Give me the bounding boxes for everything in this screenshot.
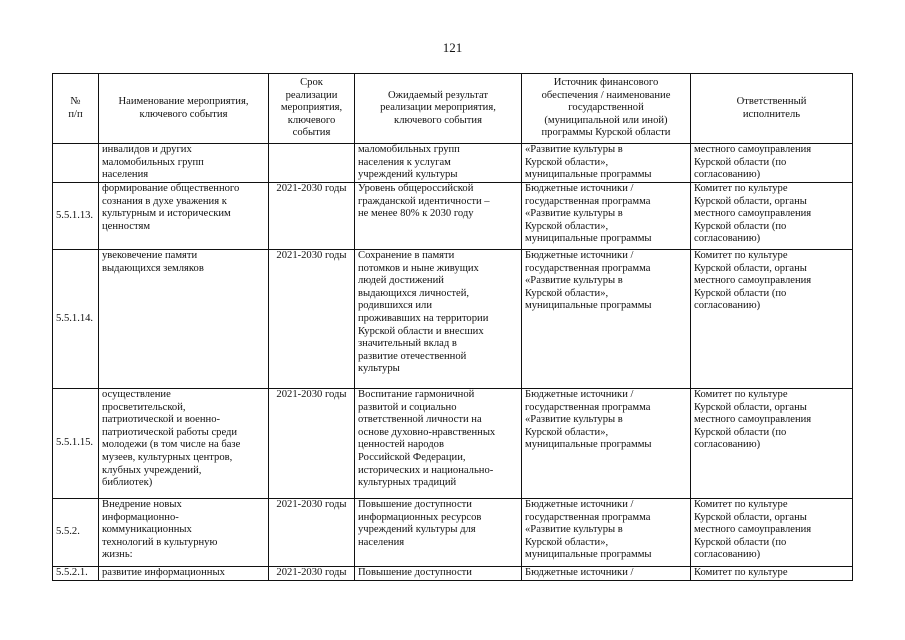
row-period: 2021-2030 годы <box>269 499 355 567</box>
row-name: инвалидов и других маломобильных групп населения <box>99 144 269 183</box>
header-executor: Ответственный исполнитель <box>691 74 853 144</box>
header-source: Источник финансового обеспечения / наименование государственной (муниципальной или иной) программы Курской области <box>522 74 691 144</box>
row-num: 5.5.1.14. <box>53 250 99 389</box>
row-period <box>269 144 355 183</box>
table-header-row <box>53 74 853 144</box>
row-result: Воспитание гармоничной развитой и социально ответственной личности на основе духовно-нравственных ценностей народов Российской Федерации, исторических и национально- культурных традиций <box>355 389 522 499</box>
row-num: 5.5.1.13. <box>53 183 99 250</box>
row-source: «Развитие культуры в Курской области», муниципальные программы <box>522 144 691 183</box>
row-source: Бюджетные источники / государственная программа «Развитие культуры в Курской области», муниципальные программы <box>522 250 691 389</box>
row-executor: местного самоуправления Курской области (по согласованию) <box>691 144 853 183</box>
row-executor: Комитет по культуре Курской области, органы местного самоуправления Курской области (по согласованию) <box>691 499 853 567</box>
row-result: Повышение доступности <box>355 567 522 581</box>
row-source: Бюджетные источники / государственная программа «Развитие культуры в Курской области», муниципальные программы <box>522 499 691 567</box>
row-name: развитие информационных <box>99 567 269 581</box>
row-num: 5.5.1.15. <box>53 389 99 499</box>
row-num <box>53 144 99 183</box>
header-period: Срок реализации мероприятия, ключевого события <box>269 74 355 144</box>
row-name: увековечение памяти выдающихся земляков <box>99 250 269 389</box>
row-name: Внедрение новых информационно- коммуникационных технологий в культурную жизнь: <box>99 499 269 567</box>
header-num: № п/п <box>53 74 99 144</box>
row-period: 2021-2030 годы <box>269 389 355 499</box>
table-row <box>53 567 853 581</box>
row-result: Уровень общероссийской гражданской идентичности – не менее 80% к 2030 году <box>355 183 522 250</box>
table-row <box>53 499 853 567</box>
row-result: Сохранение в памяти потомков и ныне живущих людей достижений выдающихся личностей, родившихся или проживавших на территории Курской области и внесших значительный вклад в развитие отечественной культуры <box>355 250 522 389</box>
row-executor: Комитет по культуре <box>691 567 853 581</box>
row-executor: Комитет по культуре Курской области, органы местного самоуправления Курской области (по согласованию) <box>691 389 853 499</box>
header-name: Наименование мероприятия, ключевого события <box>99 74 269 144</box>
row-executor: Комитет по культуре Курской области, органы местного самоуправления Курской области (по согласованию) <box>691 250 853 389</box>
table-row <box>53 144 853 183</box>
plan-table <box>52 73 853 581</box>
page-number: 121 <box>442 40 463 55</box>
row-executor: Комитет по культуре Курской области, органы местного самоуправления Курской области (по согласованию) <box>691 183 853 250</box>
row-name: осуществление просветительской, патриотической и военно- патриотической работы среди молодежи (в том числе на базе музеев, культурных центров, клубных учреждений, библиотек) <box>99 389 269 499</box>
row-period: 2021-2030 годы <box>269 250 355 389</box>
row-num: 5.5.2. <box>53 499 99 567</box>
table-row <box>53 183 853 250</box>
row-source: Бюджетные источники / государственная программа «Развитие культуры в Курской области», муниципальные программы <box>522 183 691 250</box>
row-num: 5.5.2.1. <box>53 567 99 581</box>
row-result: маломобильных групп населения к услугам учреждений культуры <box>355 144 522 183</box>
row-source: Бюджетные источники / государственная программа «Развитие культуры в Курской области», муниципальные программы <box>522 389 691 499</box>
row-source: Бюджетные источники / <box>522 567 691 581</box>
row-period: 2021-2030 годы <box>269 567 355 581</box>
row-period: 2021-2030 годы <box>269 183 355 250</box>
table-row <box>53 389 853 499</box>
row-name: формирование общественного сознания в духе уважения к культурным и историческим ценностям <box>99 183 269 250</box>
header-result: Ожидаемый результат реализации мероприятия, ключевого события <box>355 74 522 144</box>
table-row <box>53 250 853 389</box>
row-result: Повышение доступности информационных ресурсов учреждений культуры для населения <box>355 499 522 567</box>
